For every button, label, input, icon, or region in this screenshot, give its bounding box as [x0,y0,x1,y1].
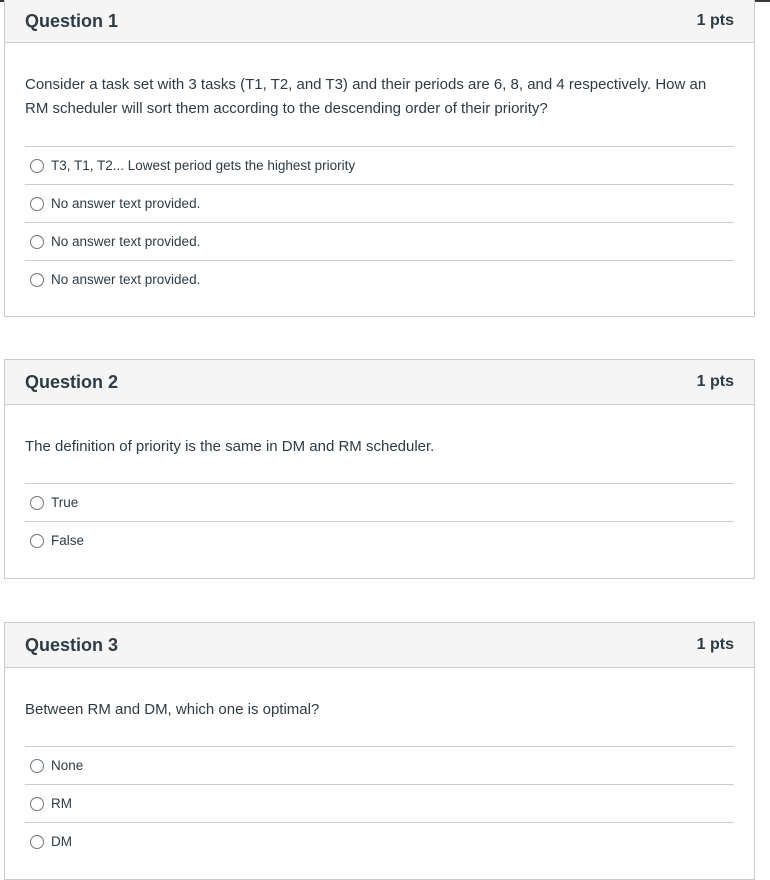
answer-list [25,746,734,860]
answer-label[interactable]: DM [51,834,72,849]
answer-label[interactable]: T3, T1, T2... Lowest period gets the highest priority [51,158,356,173]
radio-button[interactable] [30,835,44,849]
question-card-1 [4,0,755,317]
answer-option[interactable] [25,822,734,860]
answer-option[interactable] [25,746,734,784]
question-points: 1 pts [696,373,734,390]
answer-option[interactable] [25,184,734,222]
radio-button[interactable] [30,496,44,510]
radio-button[interactable] [30,159,44,173]
radio-button[interactable] [30,197,44,211]
question-header [5,623,754,668]
answer-option[interactable] [25,483,734,521]
radio-button[interactable] [30,235,44,249]
answer-option[interactable] [25,784,734,822]
question-points: 1 pts [696,12,734,29]
answer-option[interactable] [25,521,734,559]
question-header [5,360,754,405]
answer-option[interactable] [25,222,734,260]
answer-option[interactable] [25,146,734,184]
radio-button[interactable] [30,797,44,811]
question-header [5,0,754,43]
radio-button[interactable] [30,534,44,548]
answer-label[interactable]: RM [51,796,72,811]
answer-list [25,146,734,298]
question-text: Consider a task set with 3 tasks (T1, T2, and T3) and their periods are 6, 8, and 4 respectively. How an RM scheduler will sort them according to the descending order of their priority? [25,76,707,117]
answer-label[interactable]: True [51,495,79,510]
question-text: Between RM and DM, which one is optimal? [25,701,320,718]
question-title: Question 3 [25,634,119,655]
question-points: 1 pts [696,636,734,653]
answer-label[interactable]: None [51,758,84,773]
answer-label[interactable]: No answer text provided. [51,234,201,249]
question-card-3 [4,622,755,880]
question-title: Question 2 [25,371,119,392]
question-card-2 [4,359,755,579]
answer-option[interactable] [25,260,734,298]
answer-label[interactable]: No answer text provided. [51,196,201,211]
answer-list [25,483,734,559]
radio-button[interactable] [30,759,44,773]
answer-label[interactable]: No answer text provided. [51,272,201,287]
question-title: Question 1 [25,10,119,31]
radio-button[interactable] [30,273,44,287]
question-text: The definition of priority is the same in DM and RM scheduler. [25,438,435,455]
answer-label[interactable]: False [51,533,85,548]
